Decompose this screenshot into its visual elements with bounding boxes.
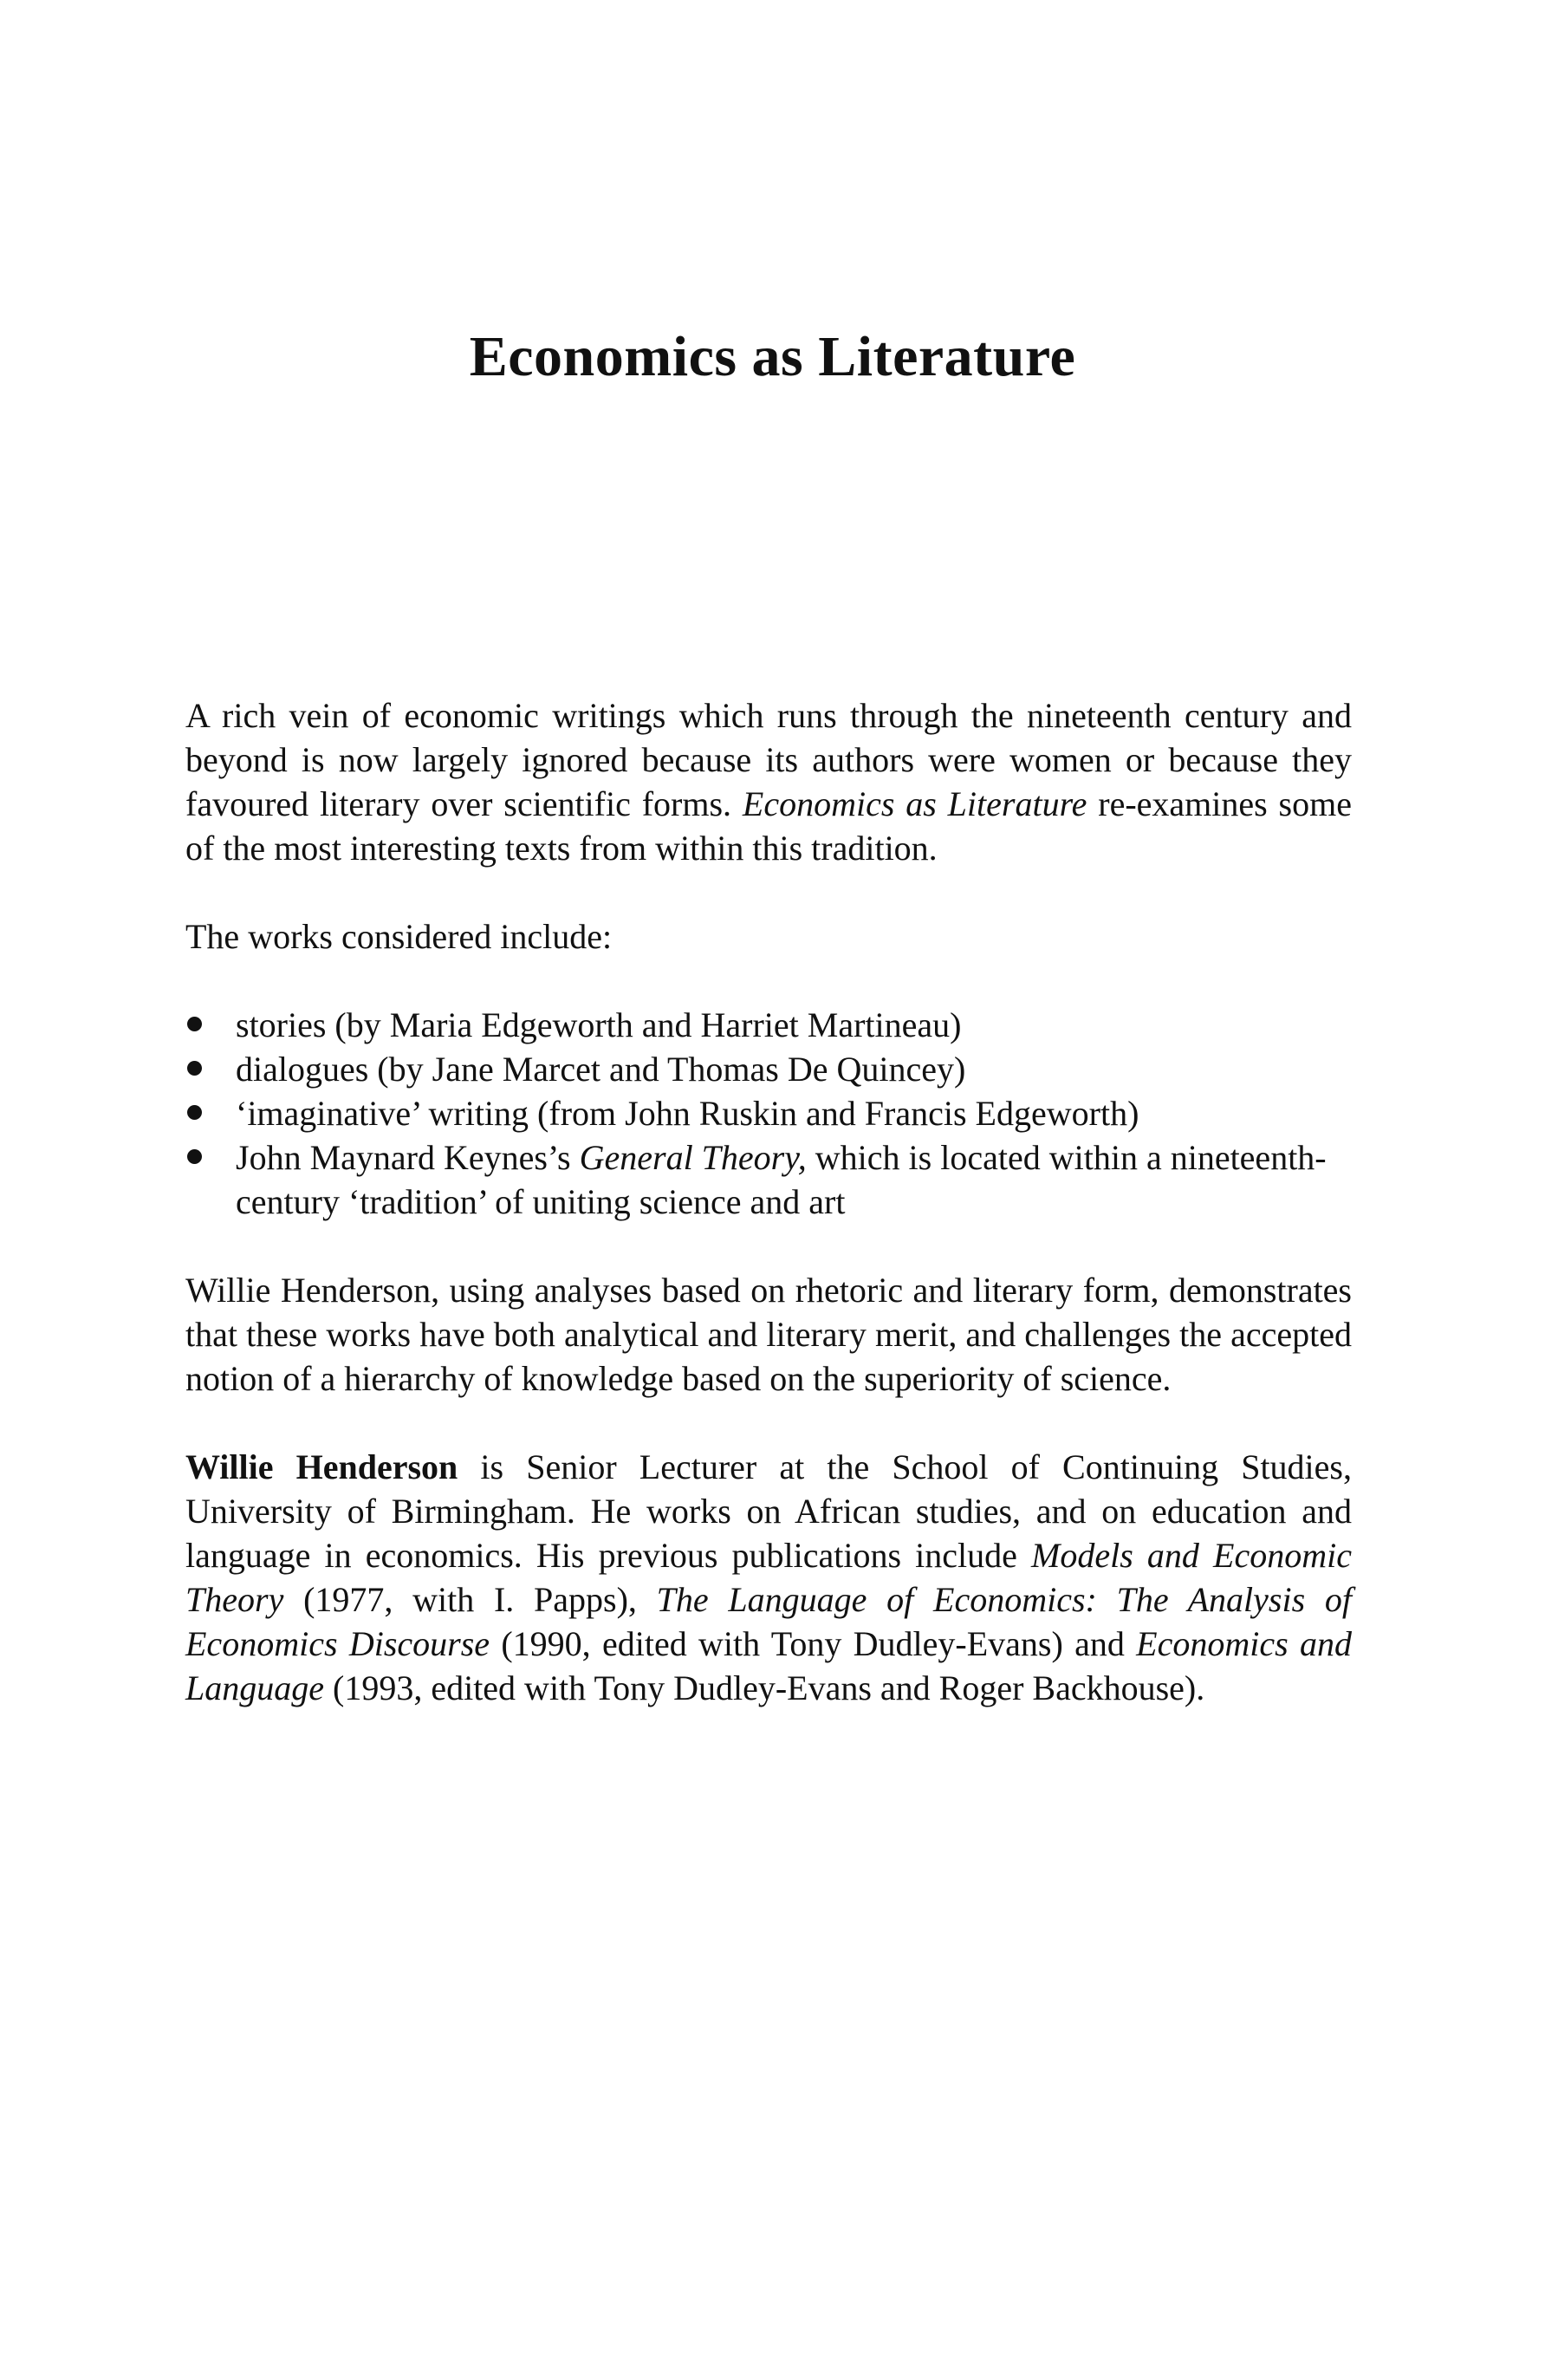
works-intro: The works considered include: xyxy=(185,917,613,956)
list-item-book-title: General Theory, xyxy=(579,1138,807,1177)
bullet-icon xyxy=(187,1149,202,1164)
intro-paragraph xyxy=(185,693,1352,870)
intro-text-after: re-examines some of the most interesting texts from within this tradition. xyxy=(185,784,1352,868)
works-list xyxy=(185,1003,1352,1224)
list-item xyxy=(185,1047,1352,1091)
publication-title-3: Economics and Language xyxy=(185,1624,1352,1707)
list-item xyxy=(185,1003,1352,1047)
intro-text-before: A rich vein of economic writings which runs through the nineteenth century and beyond is now largely ignored because its authors were women or because they favoured literary over scientific forms. xyxy=(185,696,1352,823)
list-item xyxy=(185,1135,1352,1224)
list-item-text: stories (by Maria Edgeworth and Harriet Martineau) xyxy=(236,1005,962,1044)
author-name: Willie Henderson xyxy=(185,1447,458,1486)
bio-text-3: (1990, edited with Tony Dudley-Evans) and xyxy=(490,1624,1137,1663)
list-item-text-before: John Maynard Keynes’s xyxy=(236,1138,580,1177)
bullet-icon xyxy=(187,1105,202,1120)
list-item-text-after: which is located within a nineteenth-century ‘tradition’ of uniting science and art xyxy=(236,1138,1327,1221)
bio-text-2: (1977, with I. Papps), xyxy=(283,1580,657,1619)
publication-title-2: The Language of Economics: The Analysis of Economics Discourse xyxy=(185,1580,1352,1663)
summary-paragraph: Willie Henderson, using analyses based on rhetoric and literary form, demonstrates that these works have both analytical and literary merit, and challenges the accepted notion of a hierarchy of knowledge based on the superiority of science. xyxy=(185,1271,1352,1398)
intro-book-title: Economics as Literature xyxy=(742,784,1087,823)
bio-text-4: (1993, edited with Tony Dudley-Evans and Roger Backhouse). xyxy=(324,1668,1205,1707)
list-item xyxy=(185,1091,1352,1135)
bullet-icon xyxy=(187,1017,202,1031)
list-item-text: dialogues (by Jane Marcet and Thomas De Quincey) xyxy=(236,1050,966,1089)
list-item-text: ‘imaginative’ writing (from John Ruskin and Francis Edgeworth) xyxy=(236,1094,1139,1133)
publication-title-1: Models and Economic Theory xyxy=(185,1536,1353,1619)
author-bio xyxy=(185,1445,1352,1710)
bullet-icon xyxy=(187,1061,202,1076)
bio-text-1: is Senior Lecturer at the School of Continuing Studies, University of Birmingham. He works on African studies, and on education and language in economics. His previous publications include xyxy=(185,1447,1352,1575)
body-text xyxy=(185,693,1352,1710)
page-title: Economics as Literature xyxy=(469,325,1076,388)
